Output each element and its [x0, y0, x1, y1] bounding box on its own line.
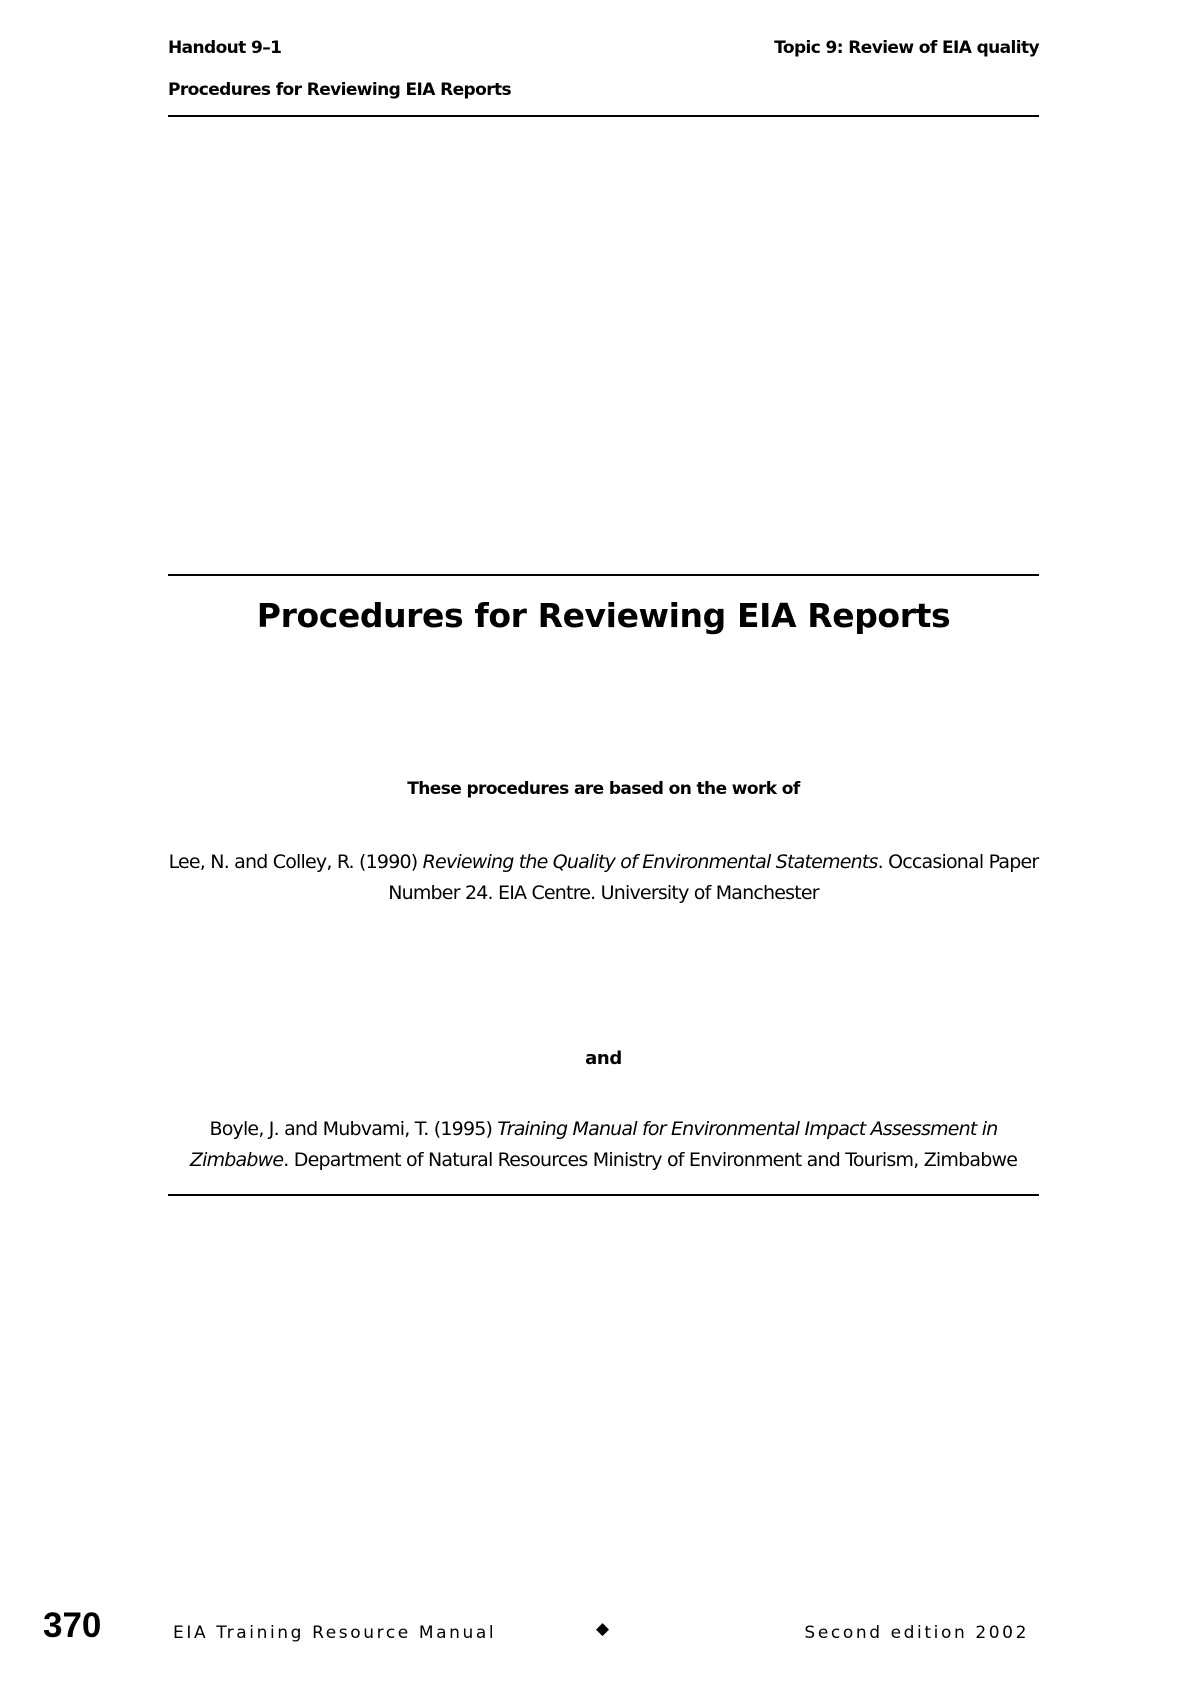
conjunction-and: and — [585, 1048, 622, 1069]
reference-title: Training Manual for Environmental Impact Assessment in Zimbabwe — [189, 1118, 998, 1171]
reference-boyle-mubvami — [168, 1114, 1039, 1176]
reference-authors: Boyle, J. and Mubvami, T. (1995) — [209, 1118, 498, 1140]
diamond-icon: ◆ — [596, 1619, 610, 1639]
title-box-top-rule — [168, 574, 1039, 576]
based-on-heading: These procedures are based on the work of — [407, 779, 800, 799]
handout-label: Handout 9–1 — [168, 38, 282, 58]
reference-details: . Occasional Paper Number 24. EIA Centre. University of Manchester — [388, 851, 1039, 904]
header-subtitle: Procedures for Reviewing EIA Reports — [168, 80, 512, 100]
header-rule — [168, 115, 1039, 117]
footer-edition: Second edition 2002 — [804, 1623, 1029, 1643]
topic-label: Topic 9: Review of EIA quality — [774, 38, 1039, 58]
page-number: 370 — [43, 1606, 102, 1645]
reference-details: . Department of Natural Resources Ministry of Environment and Tourism, Zimbabwe — [283, 1149, 1018, 1171]
running-header — [168, 38, 1039, 100]
footer-manual-title: EIA Training Resource Manual — [173, 1623, 497, 1643]
reference-authors: Lee, N. and Colley, R. (1990) — [168, 851, 423, 873]
reference-title: Reviewing the Quality of Environmental Statements — [422, 851, 878, 873]
reference-lee-colley — [168, 847, 1039, 909]
title-box-bottom-rule — [168, 1194, 1039, 1196]
header-row — [168, 38, 1039, 58]
page-title: Procedures for Reviewing EIA Reports — [256, 596, 951, 635]
